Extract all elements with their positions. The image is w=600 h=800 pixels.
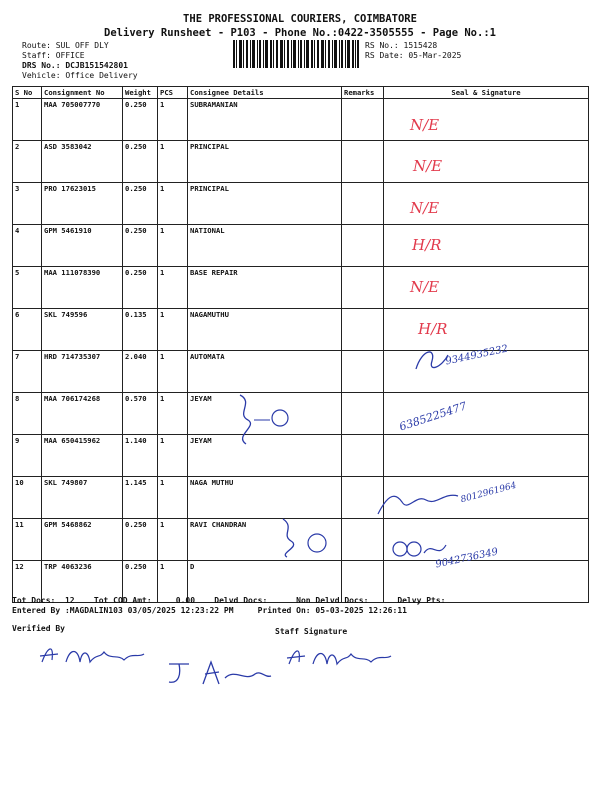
row-consignment-no: MAA 111078390 [42, 267, 123, 309]
row-consignee: PRINCIPAL [188, 141, 342, 183]
staff-signature-image [285, 642, 395, 672]
totals-line: Tot Docs: 12 Tot COD Amt: 0.00 Delvd Docs: Non Delvd Docs: Delvy Pts: [12, 596, 446, 605]
row-sno: 11 [13, 519, 42, 561]
row-remarks [342, 351, 384, 393]
drs-text: DRS No.: DCJB151542801 [22, 61, 128, 70]
row-sno: 2 [13, 141, 42, 183]
col-weight: Weight [123, 87, 158, 99]
row-sno: 8 [13, 393, 42, 435]
row-pcs: 1 [158, 351, 188, 393]
row-remarks [342, 99, 384, 141]
row-remarks [342, 141, 384, 183]
row-pcs: 1 [158, 183, 188, 225]
row-consignee: D [188, 561, 342, 603]
runsheet-subtitle: Delivery Runsheet - P103 - Phone No.:0422-3505555 - Page No.:1 [104, 27, 496, 39]
row-pcs: 1 [158, 99, 188, 141]
row-consignee: SUBRAMANIAN [188, 99, 342, 141]
row-remarks [342, 393, 384, 435]
table-row [13, 141, 589, 183]
row-sno: 9 [13, 435, 42, 477]
seal-handwriting: 6385225477 [397, 399, 469, 434]
col-pcs: PCS [158, 87, 188, 99]
col-consignment: Consignment No [42, 87, 123, 99]
table-row [13, 351, 589, 393]
seal-handwriting: N/E [413, 157, 443, 175]
row-weight: 0.250 [123, 519, 158, 561]
staff-text: Staff: OFFICE [22, 51, 85, 60]
row-remarks [342, 309, 384, 351]
row-consignment-no: ASD 3583042 [42, 141, 123, 183]
row-weight: 0.250 [123, 183, 158, 225]
row-consignee: NAGA MUTHU [188, 477, 342, 519]
row-consignee: NAGAMUTHU [188, 309, 342, 351]
row-weight: 0.250 [123, 561, 158, 603]
row-consignment-no: MAA 705007770 [42, 99, 123, 141]
table-row [13, 225, 589, 267]
automata-signature-image [412, 345, 452, 375]
seal-handwriting: 9042736349 [434, 546, 500, 571]
row-pcs: 1 [158, 225, 188, 267]
rs-no-text: RS No.: 1515428 [365, 41, 438, 50]
col-seal: Seal & Signature [384, 87, 589, 99]
entered-line: Entered By :MAGDALIN103 03/05/2025 12:23:22 PM Printed On: 05-03-2025 12:26:11 [12, 606, 407, 615]
row-consignment-no: PRO 17623015 [42, 183, 123, 225]
row-sno: 7 [13, 351, 42, 393]
row-remarks [342, 183, 384, 225]
seal-handwriting: H/R [418, 320, 448, 338]
table-row [13, 99, 589, 141]
jeyam-signature-image [232, 390, 302, 450]
row-weight: 0.250 [123, 141, 158, 183]
row-weight: 1.140 [123, 435, 158, 477]
row-weight: 1.145 [123, 477, 158, 519]
meta-right [365, 41, 461, 61]
vehicle-text: Vehicle: Office Delivery [22, 71, 138, 80]
row-pcs: 1 [158, 309, 188, 351]
table-row [13, 267, 589, 309]
col-consignee: Consignee Details [188, 87, 342, 99]
row-pcs: 1 [158, 141, 188, 183]
row-pcs: 1 [158, 435, 188, 477]
route-text: Route: SUL OFF DLY [22, 41, 109, 50]
table-header-row [13, 87, 589, 99]
seal-handwriting: N/E [410, 199, 440, 217]
d-signature-image [388, 535, 448, 565]
seal-handwriting: H/R [412, 236, 442, 254]
nagamuthu-signature-image [372, 480, 462, 520]
row-sno: 1 [13, 99, 42, 141]
row-seal-cell [384, 435, 589, 477]
row-pcs: 1 [158, 561, 188, 603]
row-weight: 0.250 [123, 267, 158, 309]
row-consignee: JEYAM [188, 393, 342, 435]
row-sno: 10 [13, 477, 42, 519]
row-sno: 3 [13, 183, 42, 225]
row-pcs: 1 [158, 519, 188, 561]
row-weight: 2.040 [123, 351, 158, 393]
row-weight: 0.250 [123, 99, 158, 141]
row-sno: 5 [13, 267, 42, 309]
seal-handwriting: 9344935232 [444, 343, 510, 368]
row-weight: 0.570 [123, 393, 158, 435]
rs-date-text: RS Date: 05-Mar-2025 [365, 51, 462, 60]
col-sno: S No [13, 87, 42, 99]
row-sno: 4 [13, 225, 42, 267]
ravi-signature-image [275, 515, 345, 560]
verified-by-label: Verified By [12, 624, 65, 633]
row-remarks [342, 435, 384, 477]
verified-signature-image [38, 640, 148, 670]
row-consignment-no: MAA 706174268 [42, 393, 123, 435]
row-consignee: AUTOMATA [188, 351, 342, 393]
row-consignee: PRINCIPAL [188, 183, 342, 225]
row-pcs: 1 [158, 477, 188, 519]
row-consignment-no: SKL 749807 [42, 477, 123, 519]
table-row [13, 183, 589, 225]
row-weight: 0.250 [123, 225, 158, 267]
row-consignment-no: SKL 749596 [42, 309, 123, 351]
row-pcs: 1 [158, 393, 188, 435]
row-weight: 0.135 [123, 309, 158, 351]
row-consignee: BASE REPAIR [188, 267, 342, 309]
row-consignment-no: GPM 5468862 [42, 519, 123, 561]
table-row [13, 477, 589, 519]
row-sno: 12 [13, 561, 42, 603]
row-sno: 6 [13, 309, 42, 351]
seal-handwriting: 8012961964 [459, 480, 518, 506]
barcode-image [233, 40, 359, 68]
row-consignment-no: MAA 650415962 [42, 435, 123, 477]
row-consignment-no: GPM 5461910 [42, 225, 123, 267]
verifier-initials-image [165, 658, 275, 688]
seal-handwriting: N/E [410, 116, 440, 134]
row-pcs: 1 [158, 267, 188, 309]
staff-signature-label: Staff Signature [275, 627, 348, 636]
row-remarks [342, 267, 384, 309]
row-consignee: RAVI CHANDRAN [188, 519, 342, 561]
meta-left [22, 41, 138, 81]
row-remarks [342, 519, 384, 561]
seal-handwriting: N/E [410, 278, 440, 296]
row-consignment-no: HRD 714735307 [42, 351, 123, 393]
row-consignee: JEYAM [188, 435, 342, 477]
row-consignee: NATIONAL [188, 225, 342, 267]
row-remarks [342, 225, 384, 267]
company-title: THE PROFESSIONAL COURIERS, COIMBATORE [183, 13, 417, 25]
row-consignment-no: TRP 4063236 [42, 561, 123, 603]
col-remarks: Remarks [342, 87, 384, 99]
